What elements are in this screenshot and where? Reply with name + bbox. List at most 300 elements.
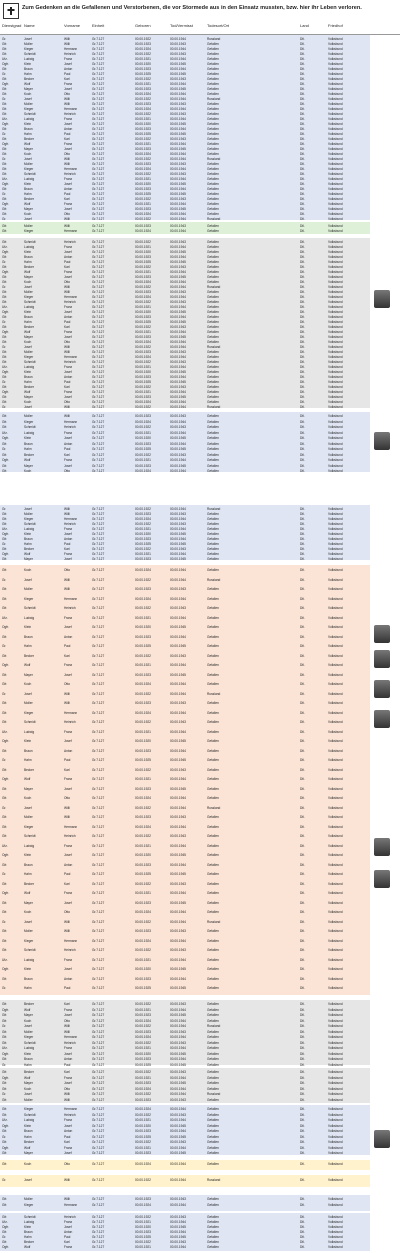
table-cell: Mayer xyxy=(24,1151,33,1155)
table-cell: Gr. xyxy=(2,380,7,384)
table-cell: Dtl. xyxy=(300,375,305,379)
table-cell: 00.00.1945 xyxy=(170,87,186,91)
table-cell: Volksbund xyxy=(328,325,343,329)
table-cell: 00.00.1944 xyxy=(170,891,186,895)
table-row xyxy=(0,1092,370,1096)
table-row xyxy=(0,92,370,96)
table-cell: Willi xyxy=(64,42,70,46)
table-cell: Volksbund xyxy=(328,634,343,639)
table-cell: Gr.7.127 xyxy=(92,758,105,762)
table-cell: Gefallen xyxy=(207,177,219,181)
table-row xyxy=(0,1070,370,1074)
table-cell: Dtl. xyxy=(300,1215,305,1219)
table-cell: Hahn xyxy=(24,132,32,136)
table-cell: Dtl. xyxy=(300,891,305,895)
table-cell: Ufz. xyxy=(2,430,8,435)
table-cell: Volksbund xyxy=(328,843,343,848)
table-cell: 00.00.1943 xyxy=(170,1197,186,1201)
table-cell: Hahn xyxy=(24,986,32,990)
table-cell: Gr.7.127 xyxy=(92,634,105,639)
table-cell: Kieger xyxy=(24,710,34,715)
table-cell: 00.00.1943 xyxy=(170,325,186,329)
table-cell: Dtl. xyxy=(300,295,305,299)
table-cell: Volksbund xyxy=(328,430,343,435)
table-row xyxy=(0,1203,370,1207)
table-row xyxy=(0,635,370,639)
table-cell: Gr.7.127 xyxy=(92,250,105,254)
table-cell: Gefallen xyxy=(207,653,219,658)
table-cell: Dtl. xyxy=(300,57,305,61)
table-cell: Willi xyxy=(64,1178,70,1182)
table-cell: 00.00.1945 xyxy=(170,1225,186,1229)
table-cell: 00.00.1925 xyxy=(135,72,151,76)
table-cell: Hermann xyxy=(64,824,78,829)
table-cell: Otto xyxy=(64,1162,71,1166)
table-cell: Dtl. xyxy=(300,260,305,264)
table-cell: Gfr. xyxy=(2,290,8,294)
table-cell: Gefallen xyxy=(207,240,219,244)
table-cell: Gr.7.127 xyxy=(92,1215,105,1219)
table-cell: 00.00.1945 xyxy=(170,532,186,536)
table-cell: 00.00.1920 xyxy=(135,310,151,314)
table-row xyxy=(0,616,370,620)
table-cell: Paul xyxy=(64,260,71,264)
table-cell: Dtl. xyxy=(300,1029,305,1034)
table-row xyxy=(0,315,370,319)
table-cell: Moller xyxy=(24,701,33,705)
table-cell: Gfr. xyxy=(2,385,8,389)
table-cell: 00.00.1945 xyxy=(170,739,186,743)
table-cell: Volksbund xyxy=(328,197,343,201)
table-cell: Hermann xyxy=(64,1107,78,1111)
table-cell: Franz xyxy=(64,270,73,274)
table-cell: 00.00.1923 xyxy=(135,672,151,677)
table-cell: 00.00.1944 xyxy=(170,107,186,111)
table-cell: 00.00.1922 xyxy=(135,1092,151,1096)
table-row xyxy=(0,62,370,66)
table-cell: 00.00.1944 xyxy=(170,1018,186,1023)
table-cell: Gfr. xyxy=(2,720,8,724)
table-cell: Heinrich xyxy=(64,300,76,304)
table-row xyxy=(0,365,370,369)
table-cell: Moller xyxy=(24,512,33,516)
table-cell: Gr.7.127 xyxy=(92,182,105,186)
table-cell: 00.00.1922 xyxy=(135,1024,151,1028)
table-cell: Gefallen xyxy=(207,72,219,76)
table-cell: Volksbund xyxy=(328,250,343,254)
table-cell: 00.00.1943 xyxy=(170,767,186,772)
table-cell: Volksbund xyxy=(328,1007,343,1012)
table-cell: Volksbund xyxy=(328,691,343,696)
table-cell: Dtl. xyxy=(300,786,305,791)
table-cell: 00.00.1924 xyxy=(135,1107,151,1111)
table-cell: Dtl. xyxy=(300,881,305,886)
table-cell: 00.00.1923 xyxy=(135,315,151,319)
table-cell: Gr.7.127 xyxy=(92,615,105,620)
table-cell: Wolf xyxy=(24,82,31,86)
table-cell: Volksbund xyxy=(328,87,343,91)
table-cell: 00.00.1924 xyxy=(135,910,151,914)
table-cell: Klein xyxy=(24,625,32,629)
table-cell: Ludwig xyxy=(24,430,35,435)
table-cell: Volksbund xyxy=(328,547,343,551)
table-row xyxy=(0,132,370,136)
table-cell: Josef xyxy=(64,786,72,791)
table-cell: Volksbund xyxy=(328,919,343,924)
table-cell: Hermann xyxy=(64,938,78,943)
table-cell: Dtl. xyxy=(300,425,305,429)
table-cell: Gfr. xyxy=(2,1129,8,1133)
table-cell: Gr.7.127 xyxy=(92,900,105,905)
table-cell: 00.00.1945 xyxy=(170,320,186,324)
table-cell: 00.00.1944 xyxy=(170,212,186,216)
table-cell: Willi xyxy=(64,929,70,933)
table-cell: Josef xyxy=(64,370,72,374)
table-row xyxy=(0,587,370,591)
table-cell: Dtl. xyxy=(300,414,305,418)
table-cell: Dtl. xyxy=(300,92,305,96)
table-cell: 00.00.1943 xyxy=(170,290,186,294)
table-cell: Gr.7.127 xyxy=(92,385,105,389)
table-cell: Gr.7.127 xyxy=(92,217,105,221)
table-cell: 00.00.1925 xyxy=(135,644,151,648)
table-cell: 00.00.1945 xyxy=(170,132,186,136)
table-cell: 00.00.1925 xyxy=(135,986,151,990)
table-cell: Ogfr. xyxy=(2,663,9,667)
table-cell: Gfr. xyxy=(2,522,8,526)
table-cell: Hermann xyxy=(64,1035,78,1039)
table-cell: Gfr. xyxy=(2,1162,8,1166)
table-row xyxy=(0,527,370,531)
table-cell: Willi xyxy=(64,815,70,819)
table-cell: Franz xyxy=(64,458,73,462)
table-cell: Gfr. xyxy=(2,1035,8,1039)
table-cell: 00.00.1923 xyxy=(135,275,151,279)
table-cell: Dtl. xyxy=(300,167,305,171)
table-cell: 00.00.1923 xyxy=(135,900,151,905)
table-cell: 00.00.1943 xyxy=(170,701,186,705)
table-row xyxy=(0,552,370,556)
table-cell: 00.00.1921 xyxy=(135,843,151,848)
table-cell: Gefallen xyxy=(207,976,219,981)
table-row xyxy=(0,522,370,526)
table-cell: Volksbund xyxy=(328,805,343,810)
table-cell: Dtl. xyxy=(300,290,305,294)
table-cell: Gfr. xyxy=(2,441,8,446)
table-cell: Heinrich xyxy=(64,834,76,838)
table-cell: 00.00.1922 xyxy=(135,157,151,161)
table-row xyxy=(0,986,370,990)
table-cell: Dtl. xyxy=(300,777,305,781)
table-cell: Gfr. xyxy=(2,786,8,791)
table-cell: Ludwig xyxy=(24,527,35,531)
table-cell: 00.00.1944 xyxy=(170,1035,186,1039)
table-cell: 00.00.1944 xyxy=(170,1057,186,1061)
table-cell: Klein xyxy=(24,436,32,440)
table-cell: Hahn xyxy=(24,872,32,876)
table-cell: Gr.7.127 xyxy=(92,122,105,126)
table-cell: Gr.7.127 xyxy=(92,340,105,344)
table-cell: Gfr. xyxy=(2,910,8,914)
table-cell: Volksbund xyxy=(328,295,343,299)
table-cell: Gfr. xyxy=(2,929,8,933)
table-cell: 00.00.1923 xyxy=(135,207,151,211)
table-cell: Gefallen xyxy=(207,82,219,86)
table-cell: Gr.7.127 xyxy=(92,557,105,561)
table-cell: Dtl. xyxy=(300,729,305,734)
table-row xyxy=(0,1230,370,1234)
table-cell: 00.00.1922 xyxy=(135,385,151,389)
table-cell: Gefallen xyxy=(207,1018,219,1023)
table-cell: Gr.7.127 xyxy=(92,87,105,91)
table-cell: 00.00.1923 xyxy=(135,375,151,379)
table-cell: Kieger xyxy=(24,824,34,829)
table-cell: Volksbund xyxy=(328,1145,343,1150)
table-cell: Koch xyxy=(24,152,32,156)
table-cell: Willi xyxy=(64,512,70,516)
table-row xyxy=(0,1057,370,1061)
table-cell: Gr. xyxy=(2,217,7,221)
table-cell: Franz xyxy=(64,1145,73,1150)
table-cell: Gr.7.127 xyxy=(92,986,105,990)
table-row xyxy=(0,300,370,304)
table-cell: 00.00.1921 xyxy=(135,957,151,962)
table-cell: Josef xyxy=(64,1081,72,1085)
table-cell: Paul xyxy=(64,986,71,990)
table-cell: Braun xyxy=(24,1057,33,1061)
table-cell: Gr.7.127 xyxy=(92,400,105,404)
table-cell: Dtl. xyxy=(300,948,305,952)
table-cell: 00.00.1922 xyxy=(135,240,151,244)
table-cell: 00.00.1944 xyxy=(170,419,186,424)
table-cell: Dtl. xyxy=(300,805,305,810)
table-cell: Gr.7.127 xyxy=(92,463,105,468)
table-cell: 00.00.1945 xyxy=(170,786,186,791)
table-cell: Gefallen xyxy=(207,245,219,249)
table-cell: Volksbund xyxy=(328,365,343,369)
table-cell: Gefallen xyxy=(207,1134,219,1139)
table-row xyxy=(0,57,370,61)
table-cell: Gr.7.127 xyxy=(92,330,105,334)
table-cell: Moller xyxy=(24,42,33,46)
table-cell: Dtl. xyxy=(300,537,305,541)
table-cell: 00.00.1922 xyxy=(135,1070,151,1074)
table-cell: Gefallen xyxy=(207,67,219,71)
table-row xyxy=(0,469,370,473)
table-cell: Gfr. xyxy=(2,815,8,819)
table-cell: Karl xyxy=(64,767,70,772)
table-cell: 00.00.1944 xyxy=(170,1046,186,1050)
table-cell: Gr.7.127 xyxy=(92,202,105,206)
table-cell: Gfr. xyxy=(2,452,8,457)
table-cell: Gr.7.127 xyxy=(92,447,105,451)
table-cell: Hermann xyxy=(64,47,78,51)
table-cell: Gefallen xyxy=(207,469,219,473)
table-row xyxy=(0,224,370,228)
table-cell: Dtl. xyxy=(300,1107,305,1111)
table-cell: Gr.7.127 xyxy=(92,1140,105,1144)
table-cell: Gr.7.127 xyxy=(92,1107,105,1111)
table-cell: Gfr. xyxy=(2,547,8,551)
table-cell: Gfr. xyxy=(2,469,8,473)
table-cell: Gefallen xyxy=(207,290,219,294)
table-row xyxy=(0,436,370,440)
table-row xyxy=(0,458,370,462)
table-cell: Josef xyxy=(64,395,72,399)
table-cell: Paul xyxy=(64,1235,71,1239)
table-cell: Gr.7.127 xyxy=(92,929,105,933)
table-cell: 00.00.1944 xyxy=(170,270,186,274)
table-cell: 00.00.1944 xyxy=(170,47,186,51)
table-row xyxy=(0,1140,370,1144)
table-cell: Willi xyxy=(64,157,70,161)
table-cell: Gfr. xyxy=(2,197,8,201)
table-cell: Gr. xyxy=(2,1062,7,1067)
table-cell: Dtl. xyxy=(300,596,305,601)
table-cell: Volksbund xyxy=(328,1107,343,1111)
table-cell: 00.00.1943 xyxy=(170,1112,186,1117)
table-cell: Hahn xyxy=(24,192,32,196)
table-cell: Gefallen xyxy=(207,557,219,561)
table-cell: 00.00.1945 xyxy=(170,625,186,629)
table-row xyxy=(0,345,370,349)
table-cell: Gefallen xyxy=(207,192,219,196)
table-cell: Ufz. xyxy=(2,177,8,181)
table-cell: Gr.7.127 xyxy=(92,295,105,299)
table-cell: Volksbund xyxy=(328,1035,343,1039)
table-cell: Gefallen xyxy=(207,1070,219,1074)
table-cell: 00.00.1925 xyxy=(135,1062,151,1067)
table-cell: Franz xyxy=(64,1046,73,1050)
table-row xyxy=(0,654,370,658)
table-row xyxy=(0,1178,370,1182)
table-cell: Dtl. xyxy=(300,1118,305,1122)
table-row xyxy=(0,644,370,648)
table-cell: Volksbund xyxy=(328,305,343,309)
table-cell: Moller xyxy=(24,1097,33,1102)
table-cell: Volksbund xyxy=(328,1215,343,1219)
table-cell: 00.00.1944 xyxy=(170,127,186,131)
table-cell: 00.00.1945 xyxy=(170,1062,186,1067)
table-cell: 00.00.1924 xyxy=(135,568,151,572)
table-cell: Volksbund xyxy=(328,1018,343,1023)
table-cell: Kieger xyxy=(24,355,34,359)
table-cell: Dtl. xyxy=(300,350,305,354)
table-cell: Paul xyxy=(64,872,71,876)
table-cell: Gfr. xyxy=(2,240,8,244)
table-cell: Heinrich xyxy=(64,720,76,724)
table-row xyxy=(0,1240,370,1244)
table-cell: Gfr. xyxy=(2,710,8,715)
table-cell: Gr.7.127 xyxy=(92,1057,105,1061)
table-cell: Gefallen xyxy=(207,87,219,91)
table-cell: Volksbund xyxy=(328,162,343,166)
table-cell: 00.00.1944 xyxy=(170,365,186,369)
table-cell: 00.00.1943 xyxy=(170,425,186,429)
table-cell: 00.00.1944 xyxy=(170,517,186,521)
table-cell: 00.00.1944 xyxy=(170,527,186,531)
table-cell: Gr.7.127 xyxy=(92,430,105,435)
table-cell: Braun xyxy=(24,537,33,541)
table-row xyxy=(0,547,370,551)
table-cell: 00.00.1923 xyxy=(135,162,151,166)
table-cell: Dtl. xyxy=(300,976,305,981)
table-cell: 00.00.1922 xyxy=(135,653,151,658)
table-cell: 00.00.1920 xyxy=(135,532,151,536)
table-row xyxy=(0,453,370,457)
table-cell: Willi xyxy=(64,414,70,418)
table-cell: Franz xyxy=(64,843,73,848)
table-cell: Hahn xyxy=(24,644,32,648)
table-cell: Ogfr. xyxy=(2,182,9,186)
table-cell: Gefallen xyxy=(207,77,219,81)
table-cell: Gfr. xyxy=(2,162,8,166)
table-cell: Volksbund xyxy=(328,872,343,876)
table-cell: Franz xyxy=(64,615,73,620)
table-cell: Volksbund xyxy=(328,57,343,61)
table-cell: Dtl. xyxy=(300,527,305,531)
table-row xyxy=(0,663,370,667)
table-cell: 00.00.1924 xyxy=(135,280,151,284)
table-cell: Gr.7.127 xyxy=(92,57,105,61)
table-cell: 00.00.1944 xyxy=(170,552,186,556)
table-cell: 00.00.1921 xyxy=(135,1118,151,1122)
table-cell: 00.00.1944 xyxy=(170,1086,186,1091)
table-cell: Ogfr. xyxy=(2,1051,9,1056)
table-cell: 00.00.1945 xyxy=(170,1235,186,1239)
table-cell: Dtl. xyxy=(300,365,305,369)
table-cell: Anton xyxy=(64,315,73,319)
table-cell: 00.00.1945 xyxy=(170,1151,186,1155)
table-cell: 00.00.1920 xyxy=(135,122,151,126)
table-cell: Wolf xyxy=(24,891,31,895)
table-cell: 00.00.1945 xyxy=(170,310,186,314)
table-cell: Braun xyxy=(24,375,33,379)
table-cell: Koch xyxy=(24,469,32,473)
table-cell: Ogfr. xyxy=(2,1123,9,1128)
table-cell: 00.00.1944 xyxy=(170,187,186,191)
table-row xyxy=(0,250,370,254)
table-cell: Volksbund xyxy=(328,542,343,546)
table-cell: Volksbund xyxy=(328,862,343,867)
table-cell: 00.00.1921 xyxy=(135,1046,151,1050)
table-cell: Gefallen xyxy=(207,117,219,121)
table-cell: Dtl. xyxy=(300,265,305,269)
table-cell: Otto xyxy=(64,280,71,284)
table-cell: Gr.7.127 xyxy=(92,1035,105,1039)
table-cell: Gr.7.127 xyxy=(92,967,105,971)
table-cell: Mayer xyxy=(24,395,33,399)
table-cell: Gfr. xyxy=(2,425,8,429)
table-cell: Ogfr. xyxy=(2,739,9,743)
table-cell: Gr.7.127 xyxy=(92,395,105,399)
table-cell: 00.00.1945 xyxy=(170,370,186,374)
table-row xyxy=(0,825,370,829)
table-row xyxy=(0,939,370,943)
table-cell: 00.00.1922 xyxy=(135,172,151,176)
table-cell: Dtl. xyxy=(300,390,305,394)
table-cell: Ufz. xyxy=(2,57,8,61)
table-cell: Gr.7.127 xyxy=(92,270,105,274)
table-cell: 00.00.1943 xyxy=(170,102,186,106)
table-cell: 00.00.1922 xyxy=(135,834,151,838)
table-cell: Otto xyxy=(64,340,71,344)
table-cell: Moller xyxy=(24,1029,33,1034)
table-cell: Dtl. xyxy=(300,682,305,686)
table-cell: Gr.7.127 xyxy=(92,240,105,244)
table-row xyxy=(0,260,370,264)
table-cell: 00.00.1944 xyxy=(170,862,186,867)
